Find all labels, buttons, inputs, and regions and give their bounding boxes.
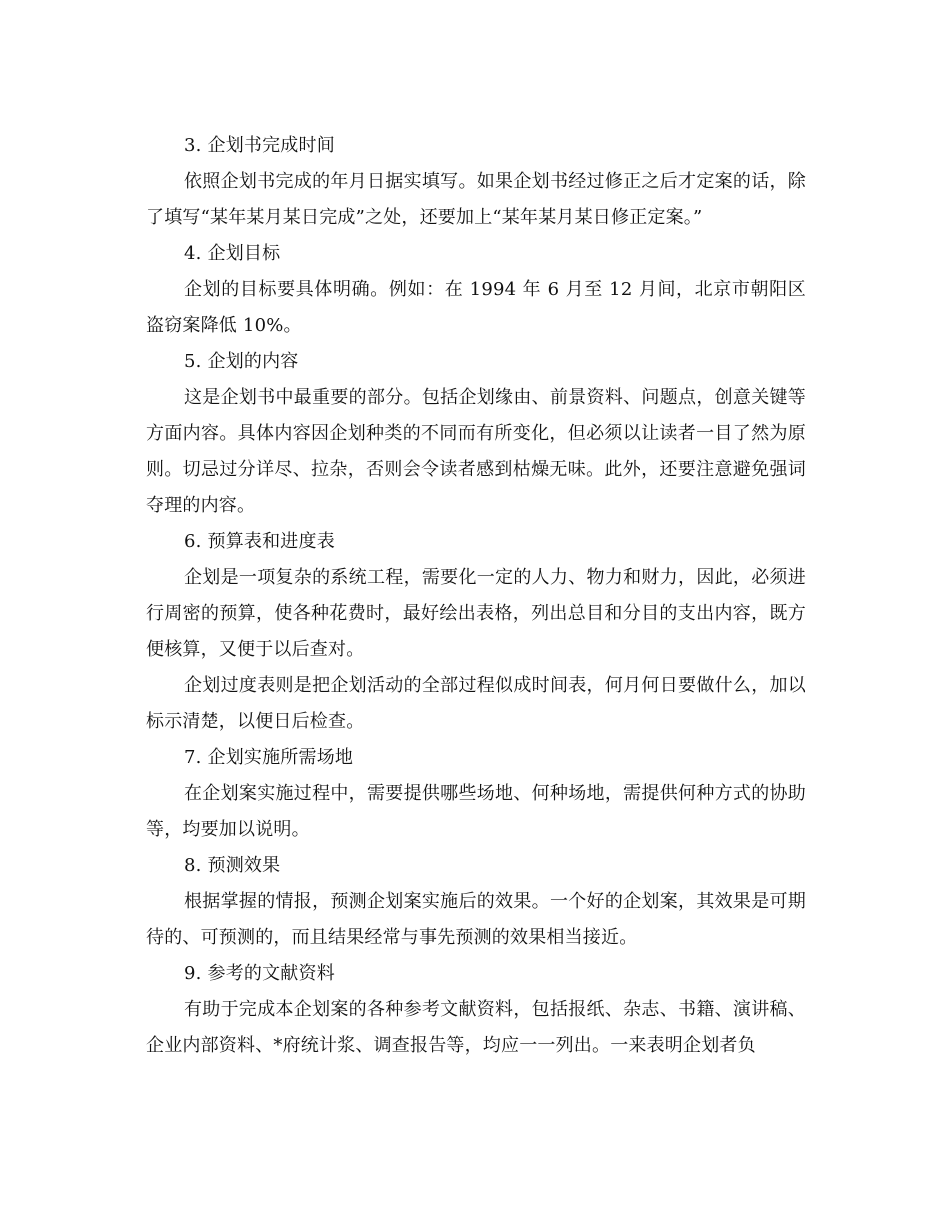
paragraph-content: 这是企划书中最重要的部分。包括企划缘由、前景资料、问题点，创意关键等方面内容。具体内容因企划种类的不同而有所变化，但必须以让读者一目了然为原则。切忌过分详尽、拉杂，否则会令读者感到枯燥无味。此外，还要注意避免强词夺理的内容。 — [146, 387, 806, 516]
paragraph-references: 有助于完成本企划案的各种参考文献资料，包括报纸、杂志、书籍、演讲稿、企业内部资料、*府统计浆、调查报告等，均应一一列出。一来表明企划者负 — [146, 999, 806, 1056]
paragraph-schedule: 企划过度表则是把企划活动的全部过程似成时间表，何月何日要做什么，加以标示清楚，以便日后检查。 — [146, 675, 806, 732]
document-body — [146, 128, 806, 1064]
section-heading-budget-schedule: 6. 预算表和进度表 — [184, 531, 335, 552]
section-heading-references: 9. 参考的文献资料 — [184, 963, 335, 984]
paragraph-budget: 企划是一项复杂的系统工程，需要化一定的人力、物力和财力，因此，必须进行周密的预算，使各种花费时，最好绘出表格，列出总目和分目的支出内容，既方便核算，又便于以后查对。 — [146, 567, 806, 660]
paragraph-expected-effect: 根据掌握的情报，预测企划案实施后的效果。一个好的企划案，其效果是可期待的、可预测的，而且结果经常与事先预测的效果相当接近。 — [146, 891, 806, 948]
section-heading-goal: 4. 企划目标 — [184, 243, 281, 264]
section-heading-completion-time: 3. 企划书完成时间 — [184, 135, 335, 156]
paragraph-goal: 企划的目标要具体明确。例如：在 1994 年 6 月至 12 月间，北京市朝阳区盗窃案降低 10%。 — [146, 279, 806, 336]
section-heading-expected-effect: 8. 预测效果 — [184, 855, 281, 876]
section-heading-content: 5. 企划的内容 — [184, 351, 299, 372]
paragraph-venue: 在企划案实施过程中，需要提供哪些场地、何种场地，需提供何种方式的协助等，均要加以说明。 — [146, 783, 806, 840]
section-heading-venue: 7. 企划实施所需场地 — [184, 747, 354, 768]
paragraph-completion-time: 依照企划书完成的年月日据实填写。如果企划书经过修正之后才定案的话，除了填写“某年某月某日完成”之处，还要加上“某年某月某日修正定案。” — [146, 171, 806, 228]
